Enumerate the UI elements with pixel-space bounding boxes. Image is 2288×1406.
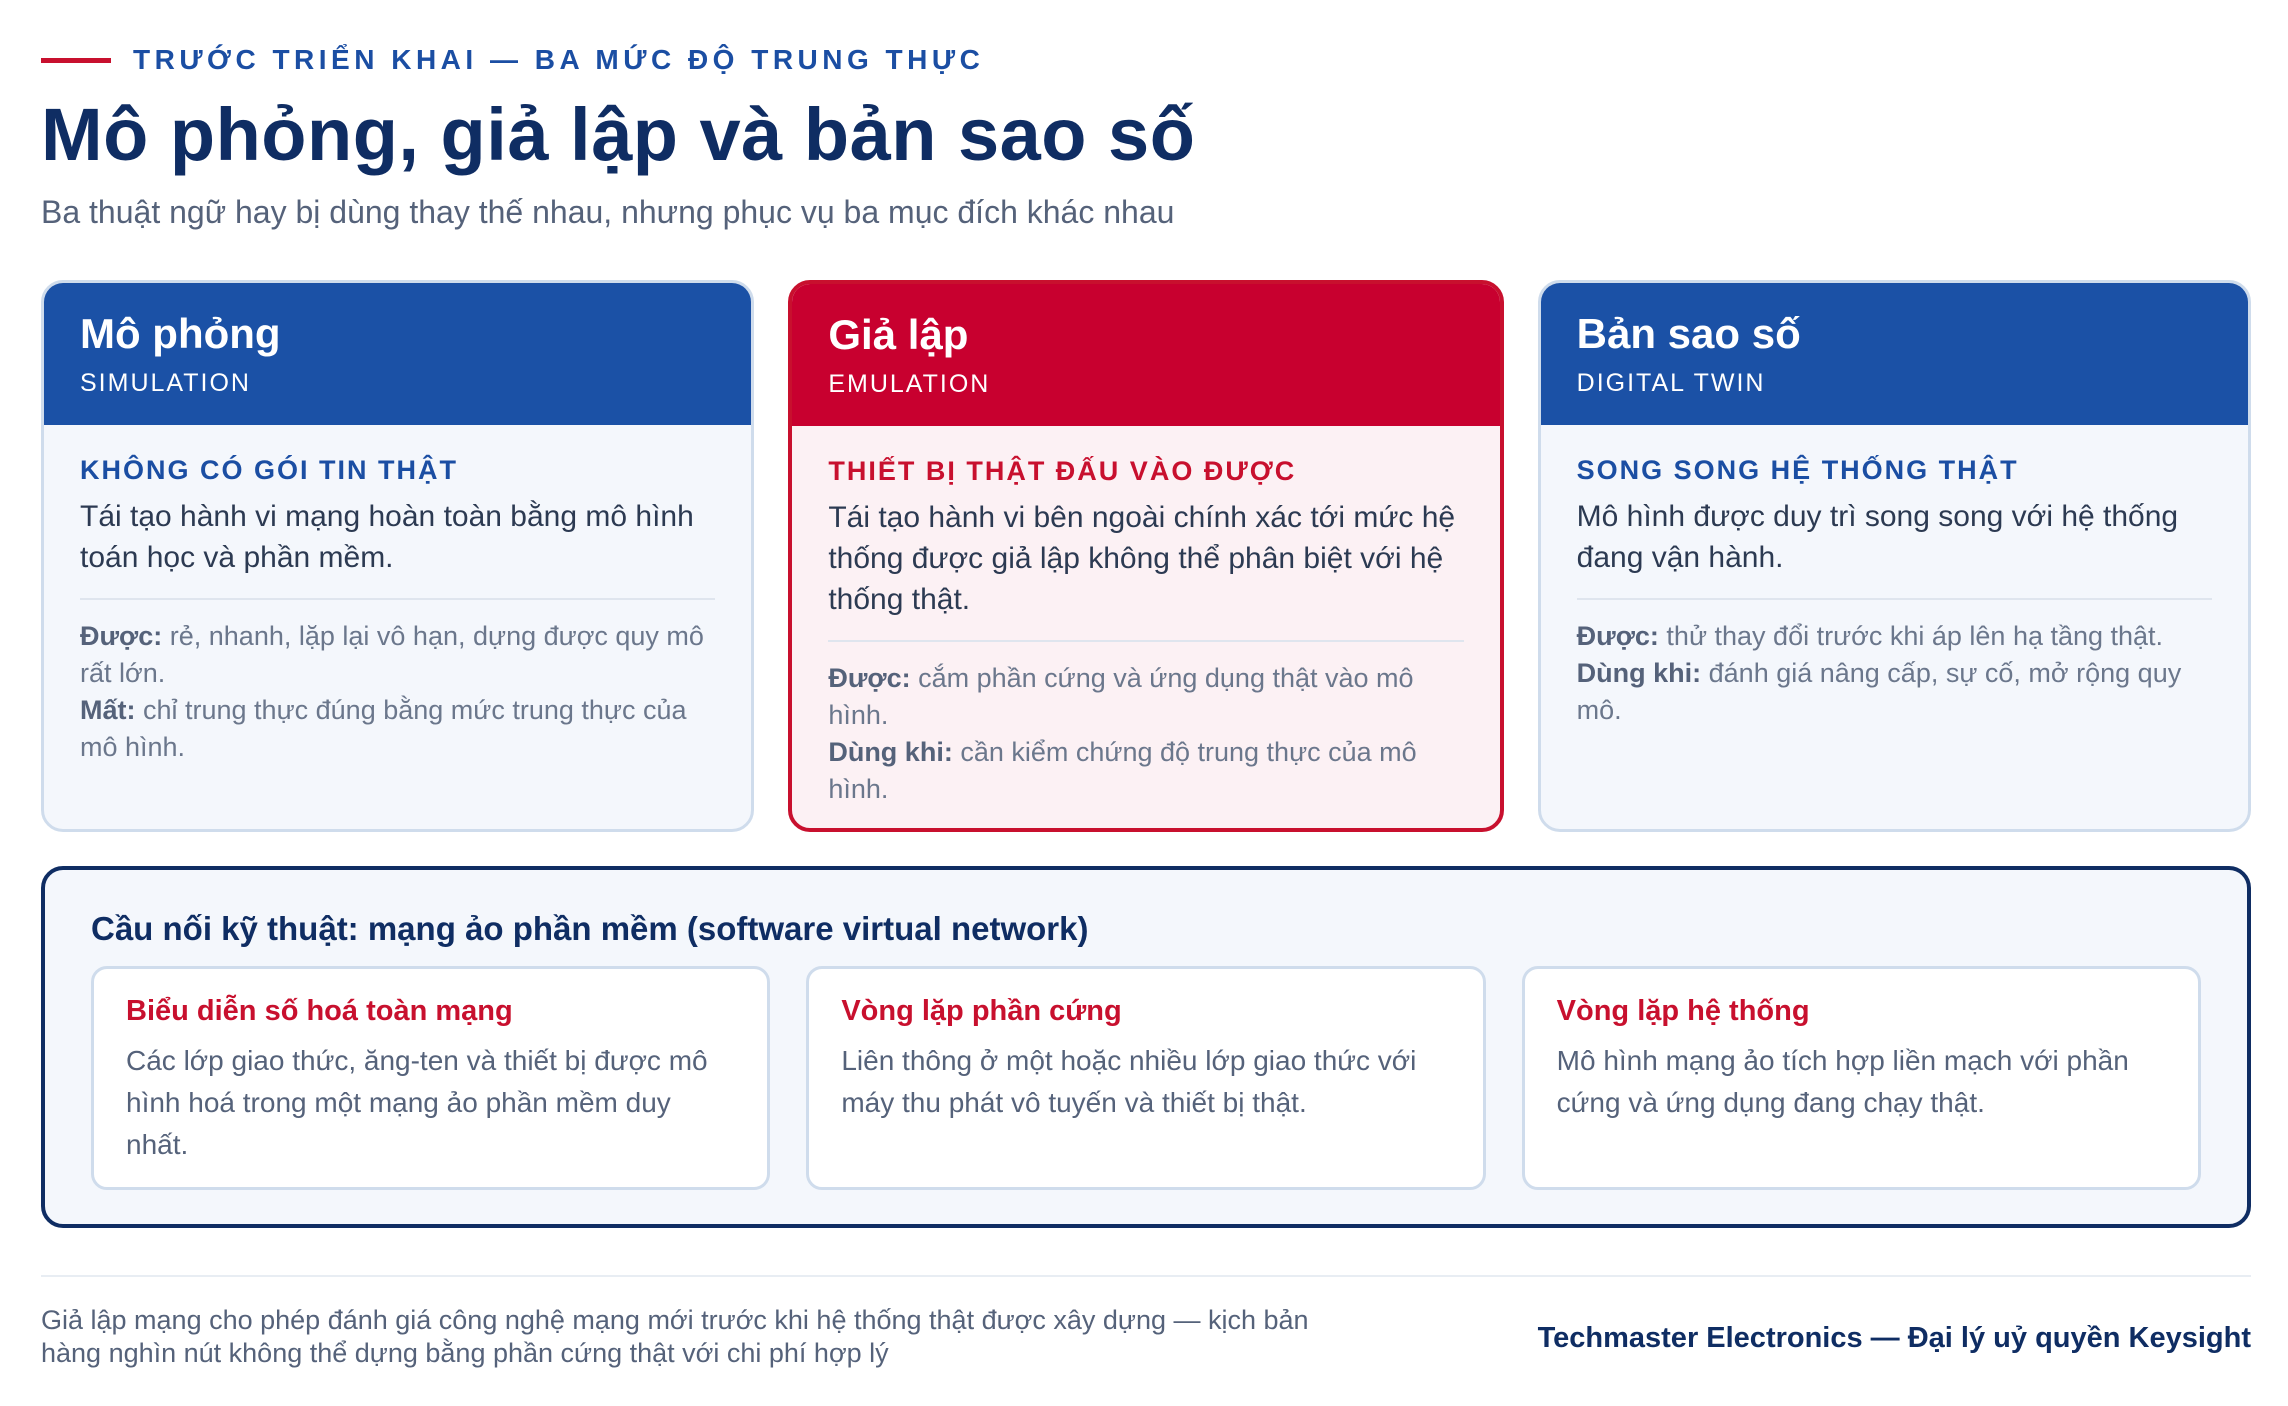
bridge-items <box>91 966 2201 1190</box>
card-title: Bản sao số <box>1576 310 1801 357</box>
card-body <box>792 426 1499 808</box>
bridge-panel <box>41 866 2251 1228</box>
footer-brand: Techmaster Electronics — Đại lý uỷ quyền Keysight <box>1537 1322 2251 1354</box>
card-english-term: SIMULATION <box>80 369 251 398</box>
card-title: Giả lập <box>828 311 969 358</box>
bridge-item-description: Liên thông ở một hoặc nhiều lớp giao thức với máy thu phát vô tuyến và thiết bị thật. <box>841 1045 1417 1118</box>
bridge-item-title: Biểu diễn số hoá toàn mạng <box>126 995 513 1027</box>
card-tag: KHÔNG CÓ GÓI TIN THẬT <box>80 455 458 485</box>
card-tag: SONG SONG HỆ THỐNG THẬT <box>1576 455 2019 485</box>
note-text: đánh giá nâng cấp, sự cố, mở rộng quy mô. <box>1576 658 2182 725</box>
card-title: Mô phỏng <box>80 310 281 357</box>
note-label: Được: <box>80 621 163 651</box>
card-notes <box>1577 618 2212 729</box>
card-header <box>792 284 1499 426</box>
bridge-item-title: Vòng lặp hệ thống <box>1556 995 1810 1027</box>
footer-divider <box>41 1275 2251 1277</box>
bridge-item <box>91 966 770 1190</box>
eyebrow <box>41 44 984 76</box>
card-digital-twin <box>1538 280 2251 832</box>
card-english-term: DIGITAL TWIN <box>1576 369 1766 398</box>
note-text: rẻ, nhanh, lặp lại vô hạn, dựng được quy mô rất lớn. <box>80 621 704 688</box>
bridge-title: Cầu nối kỹ thuật: mạng ảo phần mềm (software virtual network) <box>91 910 1089 947</box>
note-text: cắm phần cứng và ứng dụng thật vào mô hình. <box>828 663 1414 730</box>
card-divider <box>828 640 1463 642</box>
bridge-item-description: Các lớp giao thức, ăng-ten và thiết bị được mô hình hoá trong một mạng ảo phần mềm duy nhất. <box>126 1045 708 1160</box>
note-label: Được: <box>1576 621 1659 651</box>
page-title: Mô phỏng, giả lập và bản sao số <box>41 93 1196 176</box>
note-label: Dùng khi: <box>828 737 953 767</box>
concept-cards <box>41 280 2251 832</box>
bridge-item-title: Vòng lặp phần cứng <box>841 995 1122 1027</box>
eyebrow-accent-bar <box>41 58 111 63</box>
card-simulation <box>41 280 754 832</box>
note-label: Dùng khi: <box>1576 658 1702 688</box>
note-text: chỉ trung thực đúng bằng mức trung thực của mô hình. <box>80 695 687 762</box>
card-header <box>44 283 751 425</box>
bridge-item-description: Mô hình mạng ảo tích hợp liền mạch với phần cứng và ứng dụng đang chạy thật. <box>1556 1045 2129 1118</box>
card-english-term: EMULATION <box>828 370 991 399</box>
footer-note: Giả lập mạng cho phép đánh giá công nghệ mạng mới trước khi hệ thống thật được xây dựng — kịch bản hàng nghìn nút không thể dựng bằng phần cứng thật với chi phí hợp lý <box>41 1305 1309 1368</box>
card-notes <box>80 618 715 766</box>
card-description: Mô hình được duy trì song song với hệ thống đang vận hành. <box>1576 500 2179 574</box>
card-description: Tái tạo hành vi mạng hoàn toàn bằng mô hình toán học và phần mềm. <box>80 500 694 574</box>
card-tag: THIẾT BỊ THẬT ĐẤU VÀO ĐƯỢC <box>828 456 1297 486</box>
bridge-item <box>806 966 1485 1190</box>
card-divider <box>1577 598 2212 600</box>
card-emulation <box>788 280 1503 832</box>
card-divider <box>80 598 715 600</box>
note-label: Mất: <box>80 695 136 725</box>
note-text: thử thay đổi trước khi áp lên hạ tầng thật. <box>1658 621 2164 651</box>
card-notes <box>828 660 1463 808</box>
note-text: cần kiểm chứng độ trung thực của mô hình. <box>828 737 1417 804</box>
card-description: Tái tạo hành vi bên ngoài chính xác tới mức hệ thống được giả lập không thể phân biệt với hệ thống thật. <box>828 501 1456 616</box>
card-body <box>1541 425 2248 729</box>
bridge-item <box>1522 966 2201 1190</box>
page <box>41 0 2251 1406</box>
page-subtitle: Ba thuật ngữ hay bị dùng thay thế nhau, nhưng phục vụ ba mục đích khác nhau <box>41 194 1175 230</box>
eyebrow-text: TRƯỚC TRIỂN KHAI — BA MỨC ĐỘ TRUNG THỰC <box>133 44 985 75</box>
note-label: Được: <box>828 663 911 693</box>
card-body <box>44 425 751 766</box>
card-header <box>1541 283 2248 425</box>
